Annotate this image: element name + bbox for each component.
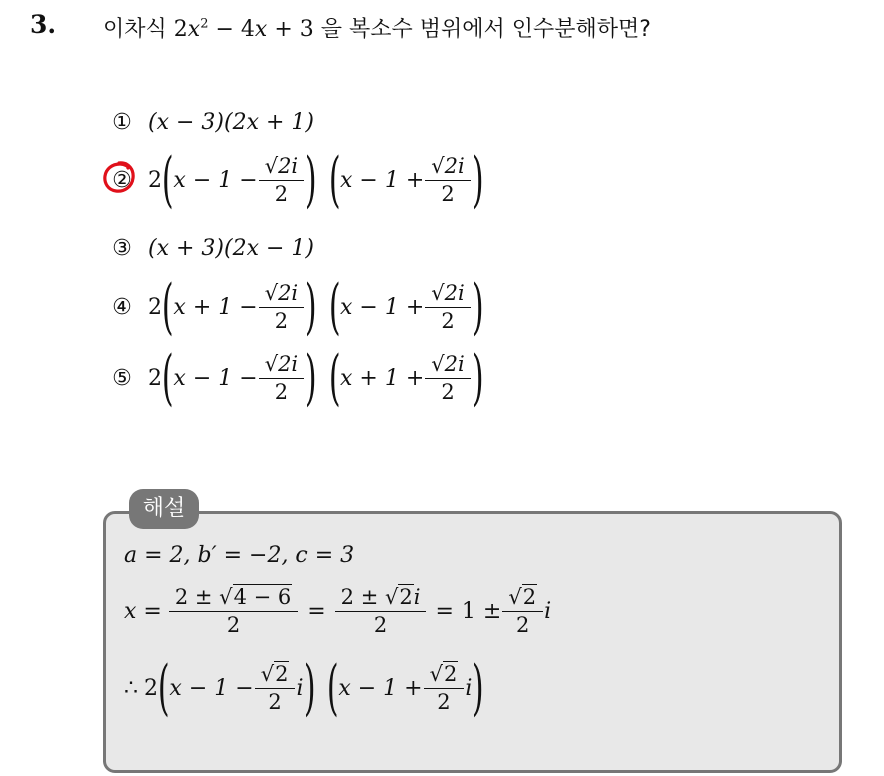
choice-mark: ③ — [112, 235, 132, 261]
imag-unit: i — [465, 675, 473, 701]
fraction — [428, 281, 467, 333]
fraction: $\frac{√2}{2}$ — [427, 662, 462, 714]
choice-3[interactable] — [110, 218, 314, 278]
den: 2 — [255, 688, 296, 714]
imag-unit: i — [296, 675, 304, 701]
paren-close: ) — [305, 343, 317, 413]
den: 2 — [335, 611, 427, 637]
fraction — [262, 352, 301, 404]
choice-expression — [148, 343, 484, 413]
choice-mark: ① — [112, 109, 132, 135]
frac-num: √2i — [431, 154, 465, 178]
fraction — [262, 281, 301, 333]
frac-den: 2 — [425, 378, 470, 404]
paren-close: ) — [472, 653, 484, 723]
choice-2[interactable] — [110, 145, 484, 215]
choice-mark-text: ② — [112, 167, 132, 193]
lead-coef: 2 — [148, 294, 162, 320]
therefore-icon: ∴ — [124, 675, 138, 701]
paren-close: ) — [305, 272, 317, 342]
fraction-2: $\frac{2 \pm √2i}{2}$ — [338, 585, 424, 637]
factor2-pre: x − 1 + — [340, 294, 425, 320]
paren-close: ) — [471, 145, 484, 215]
expr-coef: 2 — [173, 17, 188, 42]
frac-den: 2 — [259, 307, 304, 333]
choice-1[interactable] — [110, 92, 314, 152]
choice-mark — [110, 168, 134, 193]
equals: = — [435, 598, 454, 624]
lhs: x = — [124, 598, 162, 624]
factor1-pre: x − 1 − — [173, 365, 258, 391]
choice-expression — [148, 272, 484, 342]
solution-tag: 해설 — [129, 489, 199, 529]
expr-var2: x — [254, 17, 268, 42]
paren-open: ( — [328, 272, 341, 342]
frac-den: 2 — [425, 180, 470, 206]
factor1-pre: x − 1 − — [173, 167, 258, 193]
imag-unit: i — [413, 585, 421, 609]
paren-open: ( — [328, 343, 341, 413]
question-number: 3. — [30, 10, 57, 39]
paren-close: ) — [303, 653, 316, 723]
frac-num: √2i — [264, 154, 299, 178]
frac-num: √2i — [431, 281, 465, 305]
paren-close: ) — [471, 343, 484, 413]
choice-5[interactable] — [110, 343, 484, 413]
equals: = — [307, 598, 326, 624]
den: 2 — [169, 611, 298, 637]
question-prefix: 이차식 — [103, 17, 167, 42]
paren-open: ( — [161, 343, 174, 413]
paren-open: ( — [161, 272, 174, 342]
radicand: 4 − 6 — [233, 585, 292, 609]
choice-text: (x + 3)(2x − 1) — [148, 235, 314, 261]
num-a: 2 ± — [174, 585, 213, 609]
frac-num: √2i — [431, 352, 465, 376]
paren-open: ( — [161, 145, 174, 215]
expr-const: + 3 — [274, 17, 314, 42]
lead-coef: 2 — [148, 167, 162, 193]
den: 2 — [502, 611, 543, 637]
paren-close: ) — [305, 145, 317, 215]
paren-open: ( — [326, 653, 339, 723]
fraction — [428, 154, 467, 206]
rhs-a: 1 ± — [461, 598, 502, 624]
choice-text: (x − 3)(2x + 1) — [148, 109, 314, 135]
fraction-3: $\frac{√2}{2}$ — [505, 585, 540, 637]
radicand: 2 — [399, 585, 413, 609]
expr-var: x — [187, 17, 201, 42]
factor2-pre: x + 1 + — [340, 365, 425, 391]
expr-exp: 2 — [200, 16, 209, 32]
paren-close: ) — [471, 272, 484, 342]
den: 2 — [424, 688, 465, 714]
radicand: 2 — [444, 662, 458, 686]
lead-coef: 2 — [148, 365, 162, 391]
choice-4[interactable] — [110, 272, 484, 342]
paren-open: ( — [157, 653, 170, 723]
selection-circle-icon — [101, 159, 137, 195]
question-text — [103, 12, 651, 43]
radicand: 2 — [522, 585, 537, 609]
frac-num: √2i — [264, 352, 299, 376]
factor2-pre: x − 1 + — [340, 167, 425, 193]
lead-coef: 2 — [144, 675, 158, 701]
num-a: 2 ± — [340, 585, 379, 609]
solution-line-3 — [124, 653, 484, 723]
fraction — [262, 154, 301, 206]
solution-line-2 — [124, 585, 551, 637]
choice-mark: ⑤ — [112, 365, 132, 391]
radicand: 2 — [275, 662, 289, 686]
choice-expression — [148, 145, 484, 215]
frac-den: 2 — [259, 180, 304, 206]
paren-open: ( — [328, 145, 341, 215]
expr-rest: − 4 — [215, 17, 255, 42]
frac-den: 2 — [425, 307, 470, 333]
fraction: $\frac{√2}{2}$ — [258, 662, 293, 714]
factor2-pre: x − 1 + — [338, 675, 423, 701]
solution-line-1: a = 2, b′ = −2, c = 3 — [124, 543, 355, 568]
fraction — [428, 352, 467, 404]
frac-num: √2i — [264, 281, 299, 305]
factor1-pre: x − 1 − — [169, 675, 254, 701]
factor1-pre: x + 1 − — [173, 294, 258, 320]
question-suffix: 을 복소수 범위에서 인수분해하면? — [320, 17, 651, 42]
imag-unit: i — [544, 598, 552, 624]
choice-mark: ④ — [112, 294, 132, 320]
frac-den: 2 — [259, 378, 304, 404]
fraction-1: $\frac{2 \pm √4 - 6}{2}$ — [172, 585, 295, 637]
question-expression — [174, 17, 321, 42]
